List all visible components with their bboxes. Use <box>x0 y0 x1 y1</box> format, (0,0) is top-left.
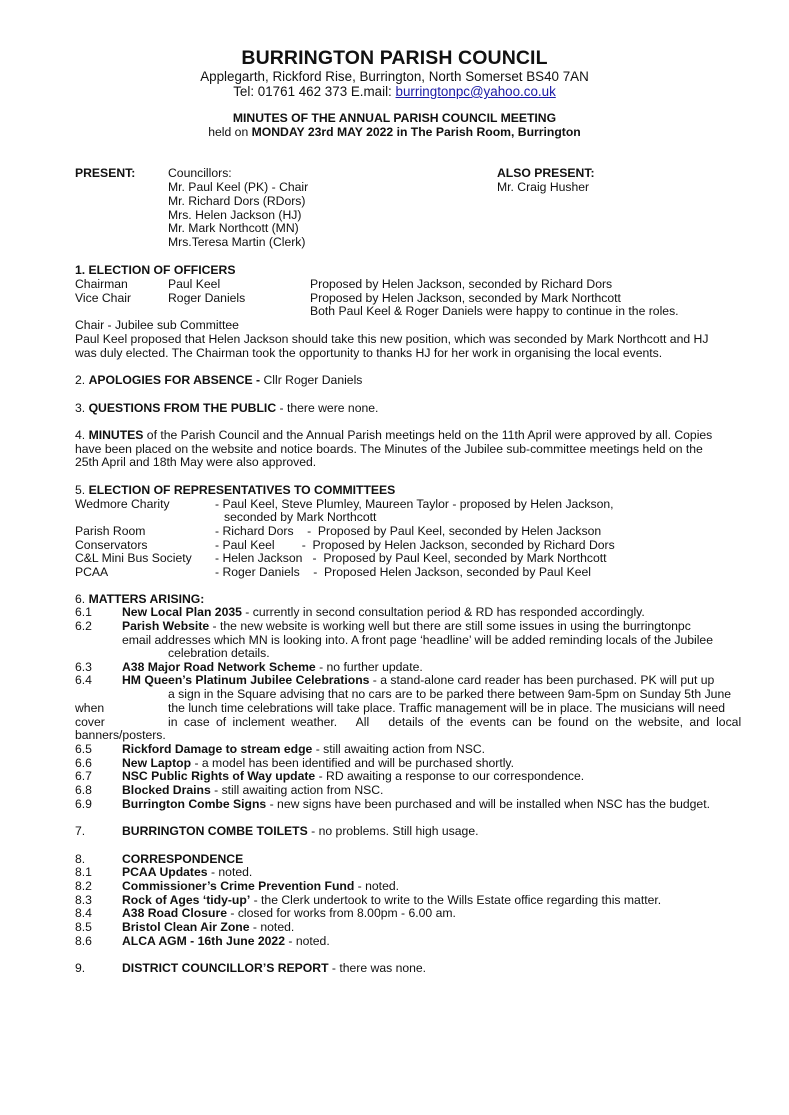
item-title: Blocked Drains <box>122 783 211 797</box>
section-7-number: 7. <box>75 824 86 838</box>
item-text: - noted. <box>249 920 295 934</box>
item-number: 6.6 <box>75 756 92 770</box>
councillor-item: Mr. Mark Northcott (MN) <box>168 221 299 235</box>
section-7 <box>122 825 478 839</box>
item-title: PCAA Updates <box>122 865 208 879</box>
section-7-text: - no problems. Still high usage. <box>307 824 479 838</box>
item-text: - currently in second consultation period & RD has responded accordingly. <box>241 605 645 619</box>
item-number: 6.4 <box>75 673 92 687</box>
item-text: - noted. <box>284 934 330 948</box>
officers-both-note: Both Paul Keel & Roger Daniels were happy to continue in the roles. <box>310 304 679 318</box>
item-text: - closed for works from 8.00pm - 6.00 am. <box>226 906 456 920</box>
officer-name: Roger Daniels <box>168 291 246 305</box>
section-5-heading-row <box>75 484 395 498</box>
item-title: New Local Plan 2035 <box>122 605 242 619</box>
section-1-heading: 1. ELECTION OF OFFICERS <box>75 263 236 277</box>
item-text: - the new website is working well but there are still some issues in using the burringtonpc <box>209 619 691 633</box>
councillor-item: Mrs. Helen Jackson (HJ) <box>168 208 302 222</box>
item-title: A38 Road Closure <box>122 906 227 920</box>
item-title: New Laptop <box>122 756 192 770</box>
officer-note: Proposed by Helen Jackson, seconded by Richard Dors <box>310 277 613 291</box>
jubilee-chair-heading: Chair - Jubilee sub Committee <box>75 318 239 332</box>
section-2 <box>75 374 362 388</box>
item-title: Parish Website <box>122 619 210 633</box>
item-text-line: email addresses which MN is looking into. A front page ‘headline’ will be added reminding locals of the Jubilee <box>122 633 713 647</box>
also-present-label: ALSO PRESENT: <box>497 166 595 180</box>
item-text-line: banners/posters. <box>75 728 166 742</box>
item-text: - still awaiting action from NSC. <box>312 742 486 756</box>
minutes-title: MINUTES OF THE ANNUAL PARISH COUNCIL MEETING <box>232 111 557 125</box>
committee-name: C&L Mini Bus Society <box>75 551 192 565</box>
councillor-item: Mr. Paul Keel (PK) - Chair <box>168 180 309 194</box>
item-number: 6.7 <box>75 769 92 783</box>
item-number: 8.6 <box>75 934 92 948</box>
tel-label: Tel: 01761 462 373 E.mail: <box>233 84 396 99</box>
officer-role: Chairman <box>75 277 128 291</box>
committee-rep-cont: seconded by Mark Northcott <box>224 510 377 524</box>
committee-name: Parish Room <box>75 524 146 538</box>
item-text: - a model has been identified and will be purchased shortly. <box>191 756 514 770</box>
committee-rep: - Richard Dors - Proposed by Paul Keel, seconded by Helen Jackson <box>215 524 602 538</box>
jubilee-chair-paragraph: Paul Keel proposed that Helen Jackson should take this new position, which was seconded by Mark Northcott and HJ was duly elected. The Chairman took the opportunity to thanks HJ for her work in organising the local events. <box>75 332 709 360</box>
section-2-heading: APOLOGIES FOR ABSENCE - <box>88 373 264 387</box>
committee-rep: - Helen Jackson - Proposed by Paul Keel, seconded by Mark Northcott <box>215 551 607 565</box>
item-text: - new signs have been purchased and will be installed when NSC has the budget. <box>266 797 710 811</box>
item-text-line: celebration details. <box>168 646 270 660</box>
council-title: BURRINGTON PARISH COUNCIL <box>241 47 548 69</box>
item-text: - noted. <box>354 879 400 893</box>
section-9-number: 9. <box>75 961 86 975</box>
committee-rep: - Paul Keel - Proposed by Helen Jackson, seconded by Richard Dors <box>215 538 615 552</box>
present-label: PRESENT: <box>75 166 136 180</box>
council-address: Applegarth, Rickford Rise, Burrington, North Somerset BS40 7AN <box>200 69 589 84</box>
item-text: - the Clerk undertook to write to the Wills Estate office regarding this matter. <box>250 893 662 907</box>
item-number: 8.1 <box>75 865 92 879</box>
section-4-text: of the Parish Council and the Annual Parish meetings held on the 11th April were approved by all. Copies have been placed on the website and notice boards. The Minutes of the Jubilee sub-committee meetings held on the 25th April and 18th May were also approved. <box>75 428 713 470</box>
item-text: - still awaiting action from NSC. <box>210 783 384 797</box>
section-5-number: 5. <box>75 483 89 497</box>
councillor-item: Mr. Richard Dors (RDors) <box>168 194 306 208</box>
item-title: Burrington Combe Signs <box>122 797 267 811</box>
item-number: 6.5 <box>75 742 92 756</box>
item-title: ALCA AGM - 16th June 2022 <box>122 934 285 948</box>
councillors-label: Councillors: <box>168 166 232 180</box>
section-3-number: 3. <box>75 401 89 415</box>
matters-item <box>122 606 645 620</box>
section-3-heading: QUESTIONS FROM THE PUBLIC <box>88 401 277 415</box>
matters-item <box>122 743 485 757</box>
section-9-heading: DISTRICT COUNCILLOR’S REPORT <box>122 961 329 975</box>
item-number: 6.2 <box>75 619 92 633</box>
item-number: 8.5 <box>75 920 92 934</box>
meeting-date-line <box>0 126 789 140</box>
matters-item <box>122 770 584 784</box>
item-title: HM Queen’s Platinum Jubilee Celebrations <box>122 673 370 687</box>
section-9-text: - there was none. <box>328 961 427 975</box>
matters-item <box>122 798 710 812</box>
contact-line <box>0 84 789 99</box>
item-text: - a stand-alone card reader has been purchased. PK will put up <box>369 673 715 687</box>
item-number: 8.4 <box>75 906 92 920</box>
correspondence-item <box>122 907 456 921</box>
item-text-line: in case of inclement weather. All details of the events can be found on the website, and local <box>168 715 742 729</box>
item-number: 8.2 <box>75 879 92 893</box>
councillor-item: Mrs.Teresa Martin (Clerk) <box>168 235 306 249</box>
section-3-text: - there were none. <box>276 401 379 415</box>
officer-note: Proposed by Helen Jackson, seconded by Mark Northcott <box>310 291 621 305</box>
section-2-text: Cllr Roger Daniels <box>263 373 363 387</box>
item-title: Rock of Ages ‘tidy-up’ <box>122 893 251 907</box>
matters-item <box>122 784 383 798</box>
also-present-item: Mr. Craig Husher <box>497 180 590 194</box>
item-title: Rickford Damage to stream edge <box>122 742 313 756</box>
committee-rep: - Roger Daniels - Proposed Helen Jackson, seconded by Paul Keel <box>215 565 591 579</box>
committee-name: Wedmore Charity <box>75 497 170 511</box>
correspondence-item <box>122 866 252 880</box>
section-8-heading: CORRESPONDENCE <box>122 852 244 866</box>
item-text-line: the lunch time celebrations will take place. Traffic management will be in place. The musicians will need <box>168 701 726 715</box>
item-number: 8.3 <box>75 893 92 907</box>
committee-name: PCAA <box>75 565 109 579</box>
item-text-line: a sign in the Square advising that no cars are to be parked there between 9am-5pm on Sunday 5th June <box>168 687 732 701</box>
matters-item <box>122 674 714 688</box>
section-6-heading: MATTERS ARISING: <box>88 592 205 606</box>
section-4-number: 4. <box>75 428 89 442</box>
meeting-date: MONDAY 23rd MAY 2022 in The Parish Room, Burrington <box>251 125 581 139</box>
item-title: Commissioner’s Crime Prevention Fund <box>122 879 355 893</box>
section-9 <box>122 962 426 976</box>
officer-role: Vice Chair <box>75 291 131 305</box>
correspondence-item <box>122 880 399 894</box>
section-4-heading: MINUTES <box>88 428 144 442</box>
section-2-number: 2. <box>75 373 89 387</box>
item-number: 6.8 <box>75 783 92 797</box>
item-number: 6.9 <box>75 797 92 811</box>
correspondence-item <box>122 921 294 935</box>
section-8-number: 8. <box>75 852 86 866</box>
item-text-fragment: cover <box>75 715 105 729</box>
matters-item <box>122 620 691 634</box>
item-title: NSC Public Rights of Way update <box>122 769 316 783</box>
section-7-heading: BURRINGTON COMBE TOILETS <box>122 824 308 838</box>
item-number: 6.3 <box>75 660 92 674</box>
committee-name: Conservators <box>75 538 148 552</box>
item-title: Bristol Clean Air Zone <box>122 920 250 934</box>
item-text: - RD awaiting a response to our correspondence. <box>315 769 585 783</box>
item-number: 6.1 <box>75 605 92 619</box>
item-title: A38 Major Road Network Scheme <box>122 660 316 674</box>
item-text: - noted. <box>207 865 253 879</box>
item-text-fragment: when <box>75 701 105 715</box>
correspondence-item <box>122 935 330 949</box>
section-6-number: 6. <box>75 592 89 606</box>
section-3 <box>75 402 378 416</box>
section-4 <box>75 429 717 470</box>
officer-name: Paul Keel <box>168 277 221 291</box>
email-link[interactable]: burringtonpc@yahoo.co.uk <box>395 84 556 99</box>
item-text: - no further update. <box>315 660 423 674</box>
committee-rep: - Paul Keel, Steve Plumley, Maureen Taylor - proposed by Helen Jackson, <box>215 497 614 511</box>
held-prefix: held on <box>208 125 252 139</box>
section-5-heading: ELECTION OF REPRESENTATIVES TO COMMITTEES <box>88 483 396 497</box>
